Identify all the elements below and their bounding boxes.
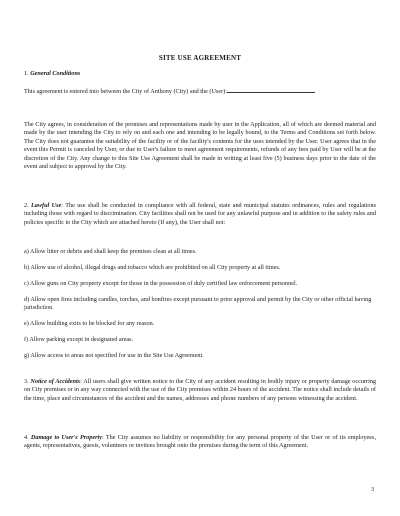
list-item: e) Allow building exits to be blocked for any reason. [24,320,155,327]
list-item: c) Allow guns on City property except for those in the possession of duly certified law enforcement personnel. [24,280,298,287]
document-title: SITE USE AGREEMENT [158,54,242,62]
section-2-text: : The use shall be conducted in compliance with all federal, state and municipal statutes ordinances, rules and regulations including those with regard to discrimination. City facilities shall not be used for any unlawful purpose and in addition to the safety rules and policies specific to the City which are attached hereto (If any), the User shall not: [24,202,376,226]
user-name-blank [227,86,315,93]
section-4-title: Damage to User's Property [30,434,102,441]
agreement-parties-text: This agreement is entered into between the City of Anthony (City) and the (User): [24,88,227,95]
list-item: a) Allow litter or debris and shall keep the premises clean at all times. [24,248,197,255]
section-3-title: Notice of Accidents [30,378,81,385]
section-4-number: 4. [24,434,29,441]
section-2-number: 2. [24,202,29,209]
section-1-heading [24,70,80,78]
list-item: d) Allow open fires including candles, torches, and bonfires except pursuant to prior approval and permit by the City or other official having jurisdiction. [24,296,372,312]
list-item: f) Allow parking except in designated areas. [24,336,134,343]
section-2-title: Lawful Use [31,202,62,209]
list-item: b) Allow use of alcohol, illegal drugs and tobacco which are prohibited on all City property at all times. [24,264,281,271]
section-2-paragraph [24,202,376,227]
section-3-paragraph [24,378,376,403]
section-3-number: 3. [24,378,29,385]
section-4-paragraph [24,434,376,451]
section-4-text: : The City assumes no liability or responsibility for any personal property of the User or of its employees, agents, representatives, guests, volunteers or invitees brought onto the premises during the term of this Agreement. [24,434,376,450]
list-item: g) Allow access to areas not specified for use in the Site Use Agreement. [24,352,204,359]
page-number: 3 [371,487,374,493]
agreement-parties-line [24,86,376,96]
section-1-paragraph: The City agrees, in consideration of the promises and representations made by user in the Application, all of which are deemed material and made by the user intending the City to rely on and each one and intending to be legally bound, to the Terms and Conditions set forth below. The City does not guarantee the suitability of the facility or of the facility's contents for the uses intended by the User. User agrees that in the event this Permit is canceled by User, or due to User's failure to meet agreement requirements, refunds of any fees paid by User will be at the discretion of the City. Any change to this Site Use Agreement shall be made in writing at least five (5) business days prior to the date of the event and subject to approval by the City. [24,121,376,171]
section-3-text: : All users shall give written notice to the City of any accident resulting in bodily injury or property damage occurring on City premises or in any way connected with the use of the City premises within 24 hours of the accident. The notice shall include details of the time, place and circumstances of the accident and the names, addresses and phone numbers of any persons witnessing the accident. [24,378,377,402]
section-1-number: 1. [24,70,29,77]
section-1-title: General Conditions [30,70,81,77]
